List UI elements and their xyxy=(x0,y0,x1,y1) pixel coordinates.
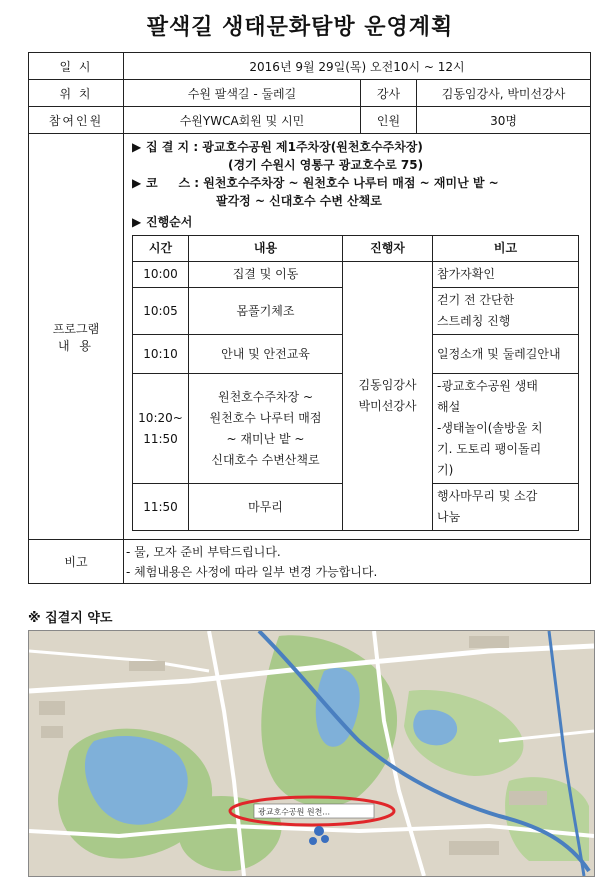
leader-line1: 김동임강사 xyxy=(358,378,417,392)
instructor-label: 강사 xyxy=(361,80,417,107)
page-title: 팔색길 생태문화탐방 운영계획 xyxy=(146,15,454,40)
remark-line: - 체험내용은 사정에 따라 일부 변경 가능합니다. xyxy=(126,564,378,579)
meeting-label: 집 결 지 xyxy=(146,140,190,154)
map-heading: ※ 집결지 약도 xyxy=(28,611,113,626)
content-cell: 집결 및 이동 xyxy=(189,262,343,288)
time-cell xyxy=(133,374,189,484)
callout-label: 광교호수공원 원천... xyxy=(258,807,330,817)
time-cell: 10:00 xyxy=(133,262,189,288)
participants-value: 수원YWCA회원 및 시민 xyxy=(124,107,361,134)
arrow-right-icon: ▶ xyxy=(132,140,142,154)
table-row xyxy=(133,262,579,288)
note-line: 스트레칭 진행 xyxy=(437,314,511,328)
content-line: 신대호수 수변산책로 xyxy=(211,452,320,467)
order-label: 진행순서 xyxy=(146,215,193,229)
remark-line: - 물, 모자 준비 부탁드립니다. xyxy=(126,544,281,559)
count-value: 30명 xyxy=(417,107,591,134)
location-map[interactable] xyxy=(28,630,595,877)
leader-cell xyxy=(343,262,433,531)
schedule-header-row xyxy=(133,236,579,262)
map-canvas xyxy=(29,631,594,876)
plan-table xyxy=(28,52,591,584)
course: ▶ 코 스 : 원천호수주차장 ~ 원천호수 나루터 매점 ~ 재미난 밭 ~ xyxy=(132,176,499,190)
datetime-value: 2016년 9월 29일(목) 오전10시 ~ 12시 xyxy=(124,53,591,80)
note-cell xyxy=(433,374,579,484)
meeting-point: ▶ 집 결 지 : 광교호수공원 제1주차장(원천호수주차장) xyxy=(132,140,423,154)
remarks-label: 비고 xyxy=(29,540,124,584)
program-label-line1: 프로그램 xyxy=(52,321,100,336)
program-row xyxy=(29,134,591,540)
building xyxy=(449,841,499,855)
order-heading xyxy=(132,213,584,231)
location-label: 위 치 xyxy=(29,80,124,107)
note-line: 걷기 전 간단한 xyxy=(437,293,515,307)
schedule-table xyxy=(132,235,579,531)
content-line: ~ 재미난 밭 ~ xyxy=(226,431,305,446)
meeting-address: (경기 수원시 영통구 광교호수로 75) xyxy=(228,158,424,172)
course-label: 코 스 xyxy=(146,176,191,190)
time-line: 10:20~ xyxy=(138,410,183,425)
building xyxy=(129,661,165,671)
map-marker-icon[interactable] xyxy=(309,837,317,845)
time-cell: 10:10 xyxy=(133,335,189,374)
count-label: 인원 xyxy=(361,107,417,134)
time-line: 11:50 xyxy=(143,431,178,446)
program-label-line2: 내 용 xyxy=(58,338,94,353)
content-line: 원천호수 나루터 매점 xyxy=(209,410,322,425)
course-value-2: 팔각정 ~ 신대호수 수변 산책로 xyxy=(216,194,382,208)
arrow-right-icon: ▶ xyxy=(132,176,142,190)
map-marker-icon[interactable] xyxy=(314,826,324,836)
remarks-content xyxy=(124,540,591,584)
arrow-right-icon: ▶ xyxy=(132,215,142,229)
building xyxy=(39,701,65,715)
content-cell: 몸풀기체조 xyxy=(189,288,343,335)
header-note: 비고 xyxy=(433,236,579,262)
note-line: 행사마무리 및 소감 xyxy=(437,489,538,503)
content-cell xyxy=(189,374,343,484)
participants-row xyxy=(29,107,591,134)
note-line: -생태놀이(솔방울 치 xyxy=(437,421,543,435)
note-cell xyxy=(433,288,579,335)
building xyxy=(469,636,509,648)
program-content xyxy=(124,134,591,540)
program-label xyxy=(29,134,124,540)
note-line: -광교호수공원 생태 xyxy=(437,379,538,393)
meeting-value: 광교호수공원 제1주차장(원천호수주차장) xyxy=(202,140,423,154)
note-line: 나눔 xyxy=(437,510,461,524)
note-line: 기) xyxy=(437,463,454,477)
location-row xyxy=(29,80,591,107)
time-cell: 10:05 xyxy=(133,288,189,335)
time-cell: 11:50 xyxy=(133,484,189,531)
datetime-row xyxy=(29,53,591,80)
note-cell: 참가자확인 xyxy=(433,262,579,288)
content-cell: 마무리 xyxy=(189,484,343,531)
note-cell xyxy=(433,484,579,531)
instructor-value: 김동임강사, 박미선강사 xyxy=(417,80,591,107)
building xyxy=(509,791,547,805)
content-line: 원천호수주차장 ~ xyxy=(217,389,313,404)
datetime-label: 일 시 xyxy=(29,53,124,80)
participants-label: 참여인원 xyxy=(29,107,124,134)
header-leader: 진행자 xyxy=(343,236,433,262)
building xyxy=(41,726,63,738)
location-value: 수원 팔색길 - 둘레길 xyxy=(124,80,361,107)
course-value: 원천호수주차장 ~ 원천호수 나루터 매점 ~ 재미난 밭 ~ xyxy=(203,176,499,190)
map-marker-icon[interactable] xyxy=(321,835,329,843)
note-line: 해설 xyxy=(437,400,461,414)
leader-line2: 박미선강사 xyxy=(358,399,417,413)
note-cell: 일정소개 및 둘레길안내 xyxy=(433,335,579,374)
note-line: 기. 도토리 팽이돌리 xyxy=(437,442,542,456)
remarks-row xyxy=(29,540,591,584)
header-time: 시간 xyxy=(133,236,189,262)
content-cell: 안내 및 안전교육 xyxy=(189,335,343,374)
header-content: 내용 xyxy=(189,236,343,262)
